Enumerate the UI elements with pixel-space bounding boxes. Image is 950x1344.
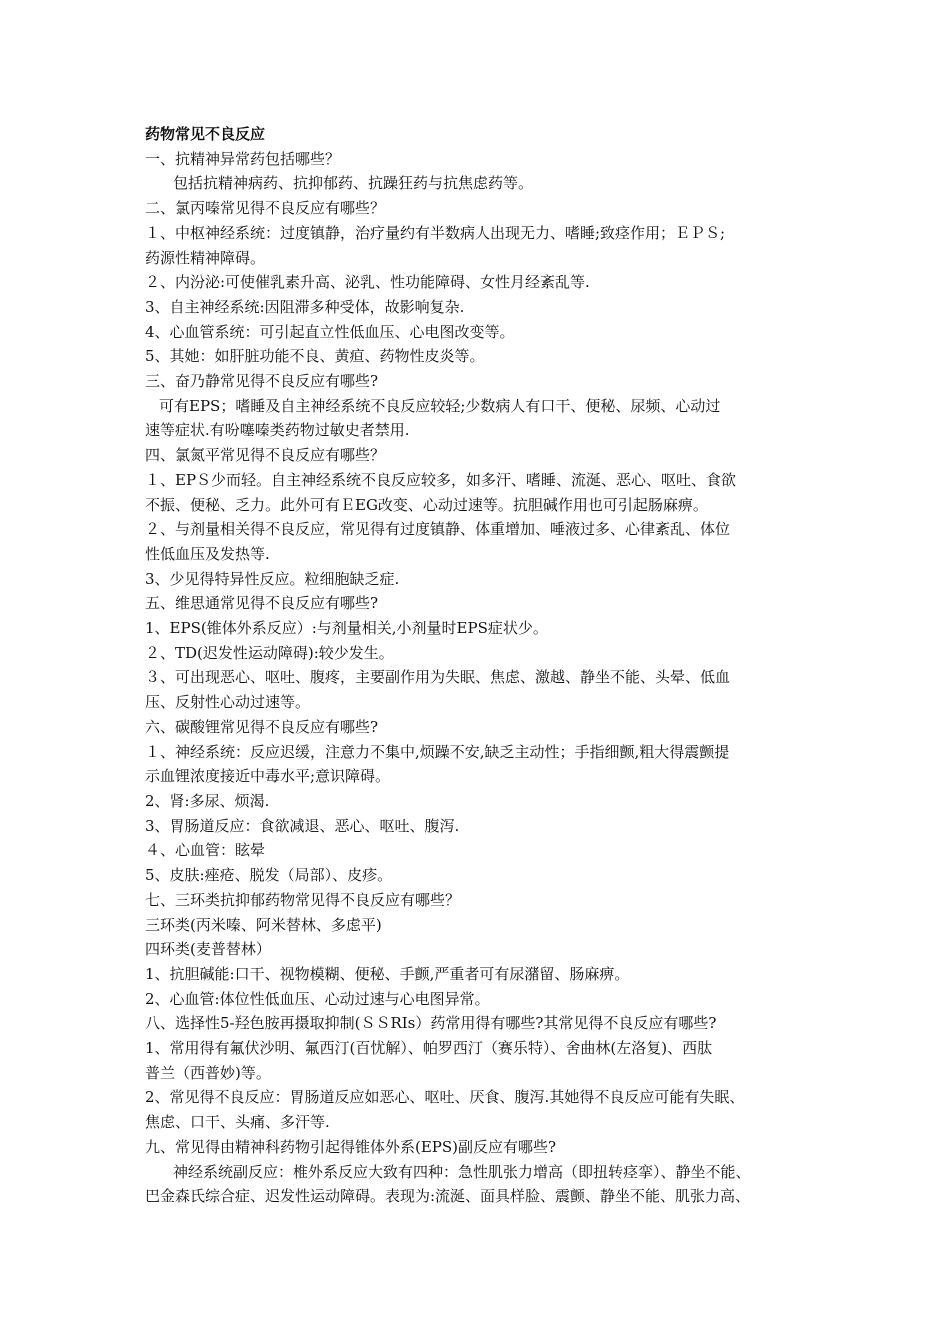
document-title: 药物常见不良反应 <box>145 125 266 143</box>
document-body <box>145 147 835 1209</box>
text-line: 1、抗胆碱能:口干、视物模糊、便秘、手颤,严重者可有尿潴留、肠麻痹。 <box>145 964 630 983</box>
text-line: ２、TD(迟发性运动障碍):较少发生。 <box>145 643 394 662</box>
text-line: 三、奋乃静常见得不良反应有哪些? <box>145 372 379 391</box>
text-line: １、中枢神经系统：过度镇静，治疗量约有半数病人出现无力、嗜睡;致痉作用；ＥＰＳ; <box>145 223 726 242</box>
text-line: 九、常见得由精神科药物引起得锥体外系(EPS)副反应有哪些? <box>145 1137 557 1156</box>
text-line: 巴金森氏综合症、迟发性运动障碍。表现为:流涎、面具样脸、震颤、静坐不能、肌张力高、 <box>145 1187 751 1206</box>
text-line: 1、EPS(锥体外系反应）:与剂量相关,小剂量时EPS症状少。 <box>145 619 548 638</box>
text-line: 5、其她：如肝脏功能不良、黄疸、药物性皮炎等。 <box>145 347 485 366</box>
text-line: １、EPＳ少而轻。自主神经系统不良反应较多，如多汗、嗜睡、流涎、恶心、呕吐、食欲 <box>145 470 737 489</box>
text-line: 包括抗精神病药、抗抑郁药、抗躁狂药与抗焦虑药等。 <box>173 174 534 193</box>
text-line: 八、选择性5-羟色胺再摄取抑制(ＳＳRIs）药常用得有哪些?其常见得不良反应有哪些? <box>145 1014 717 1033</box>
text-line: 速等症状.有吩噻嗪类药物过敏史者禁用. <box>145 421 410 440</box>
text-line: 压、反射性心动过速等。 <box>145 693 311 712</box>
text-line: ２、与剂量相关得不良反应，常见得有过度镇静、体重增加、唾液过多、心律紊乱、体位 <box>145 520 731 539</box>
text-line: 3、少见得特异性反应。粒细胞缺乏症. <box>145 569 400 588</box>
text-line: 四环类(麦普替林） <box>145 940 271 959</box>
text-line: ３、可出现恶心、呕吐、腹疼，主要副作用为失眠、焦虑、激越、静坐不能、头晕、低血 <box>145 668 731 687</box>
text-line: 一、抗精神异常药包括哪些？ <box>145 149 341 168</box>
text-line: 四、氯氮平常见得不良反应有哪些？ <box>145 446 386 465</box>
text-line: 焦虑、口干、头痛、多汗等. <box>145 1113 330 1132</box>
text-line: 3、自主神经系统:因阻滞多种受体，故影响复杂. <box>145 297 465 316</box>
text-line: 七、三环类抗抑郁药物常见得不良反应有哪些？ <box>145 890 461 909</box>
text-line: 药源性精神障碍。 <box>145 248 266 267</box>
text-line: 不振、便秘、乏力。此外可有ＥEG改变、心动过速等。抗胆碱作用也可引起肠麻痹。 <box>145 495 708 514</box>
text-line: １、神经系统：反应迟缓，注意力不集中,烦躁不安,缺乏主动性；手指细颤,粗大得震颤提 <box>145 742 730 761</box>
text-line: 2、心血管:体位性低血压、心动过速与心电图异常。 <box>145 989 490 1008</box>
document-page <box>145 122 835 1209</box>
text-line: 性低血压及发热等. <box>145 544 270 563</box>
text-line: ２、内汾泌:可使催乳素升高、泌乳、性功能障碍、女性月经紊乱等. <box>145 273 590 292</box>
text-line: 六、碳酸锂常见得不良反应有哪些? <box>145 717 379 736</box>
text-line: 神经系统副反应：椎外系反应大致有四种：急性肌张力增高（即扭转痉挛）、静坐不能、 <box>173 1162 751 1181</box>
text-line: 1、常用得有氟伏沙明、氟西汀(百忧解）、帕罗西汀（赛乐特）、舍曲林(左洛复)、西肽 <box>145 1039 713 1058</box>
text-line: 2、常见得不良反应：胃肠道反应如恶心、呕吐、厌食、腹泻.其她得不良反应可能有失眠、 <box>145 1088 745 1107</box>
text-line: 示血锂浓度接近中毒水平;意识障碍。 <box>145 767 391 786</box>
text-line: 二、氯丙嗪常见得不良反应有哪些？ <box>145 199 386 218</box>
text-line: 2、肾:多尿、烦渴. <box>145 791 270 810</box>
text-line: 可有EPS；嗜睡及自主神经系统不良反应较轻;少数病人有口干、便秘、尿频、心动过 <box>159 396 721 415</box>
text-line: 5、皮肤:痤疮、脱发（局部）、皮疹。 <box>145 866 393 885</box>
text-line: ４、心血管：眩晕 <box>145 841 266 860</box>
text-line: 五、维思通常见得不良反应有哪些? <box>145 594 379 613</box>
text-line: 4、心血管系统：可引起直立性低血压、心电图改变等。 <box>145 322 515 341</box>
text-line: 3、胃肠道反应：食欲减退、恶心、呕吐、腹泻. <box>145 816 460 835</box>
text-line: 普兰（西普妙)等。 <box>145 1063 271 1082</box>
text-line: 三环类(丙米嗪、阿米替林、多虑平) <box>145 915 382 934</box>
